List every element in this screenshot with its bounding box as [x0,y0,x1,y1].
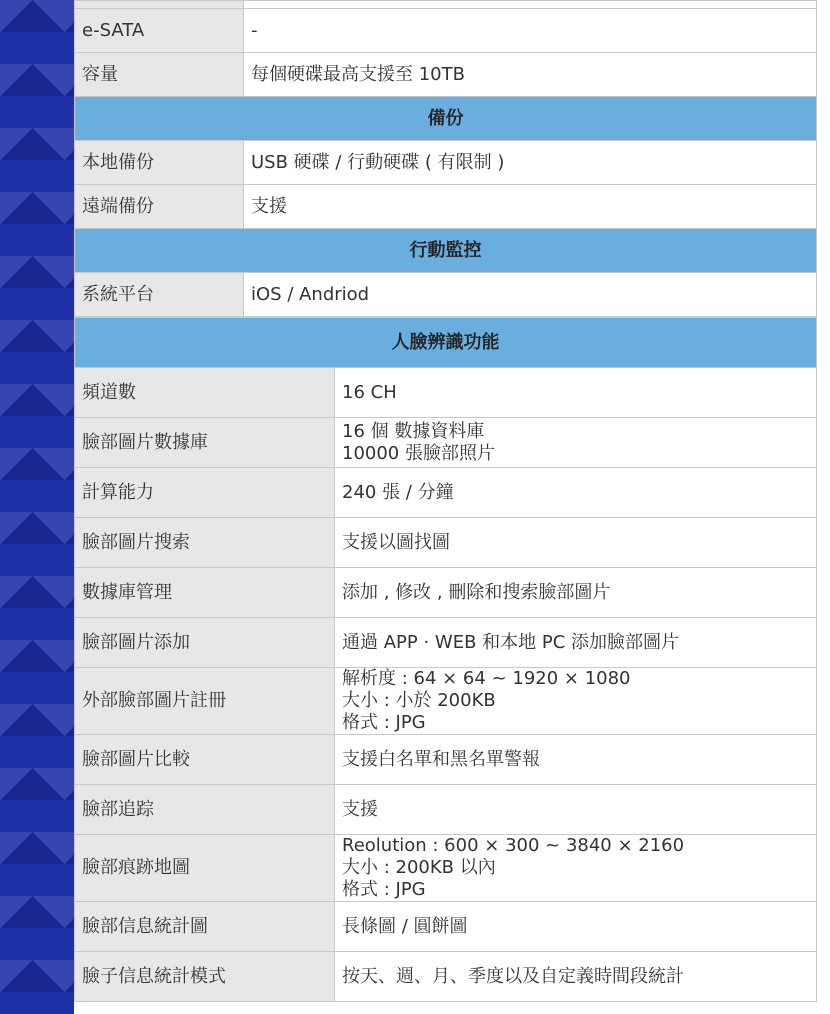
row-label: 臉部圖片數據庫 [75,418,335,468]
table-row [75,618,817,668]
row-label: 容量 [75,53,244,97]
row-value: 添加 , 修改 , 刪除和搜索臉部圖片 [335,568,817,618]
row-value: 長條圖 / 圓餅圖 [335,902,817,952]
spec-content [74,0,816,1002]
table-row [75,902,817,952]
table-row [75,53,817,97]
section-title: 備份 [75,97,817,141]
row-label: 臉部圖片搜索 [75,518,335,568]
row-label: 本地備份 [75,141,244,185]
face-recognition-table [74,317,817,1002]
row-label: 臉子信息統計模式 [75,952,335,1002]
row-label: e-SATA [75,9,244,53]
table-row [75,273,817,317]
row-label: 計算能力 [75,468,335,518]
row-value: 16 CH [335,368,817,418]
table-row [75,141,817,185]
row-label: 遠端備份 [75,185,244,229]
row-value: Reolution : 600 × 300 ~ 3840 × 2160 大小 : 200KB 以內 格式 : JPG [335,835,817,902]
row-value: USB 硬碟 / 行動硬碟 ( 有限制 ) [244,141,817,185]
table-row [75,952,817,1002]
section-header-row [75,97,817,141]
table-row [75,668,817,735]
row-value: 支援以圖找圖 [335,518,817,568]
row-label: 臉部追踪 [75,785,335,835]
spec-table [74,0,817,317]
row-value: 解析度 : 64 × 64 ~ 1920 × 1080 大小 : 小於 200KB 格式 : JPG [335,668,817,735]
row-value: 通過 APP · WEB 和本地 PC 添加臉部圖片 [335,618,817,668]
row-label: 頻道數 [75,368,335,418]
row-value: 支援白名單和黑名單警報 [335,735,817,785]
row-label: 臉部信息統計圖 [75,902,335,952]
row-label: 數據庫管理 [75,568,335,618]
table-row [75,735,817,785]
row-value: 每個硬碟最高支援至 10TB [244,53,817,97]
table-row [75,9,817,53]
row-label: 臉部圖片添加 [75,618,335,668]
row-value: 支援 [335,785,817,835]
row-value: 240 張 / 分鐘 [335,468,817,518]
table-row [75,835,817,902]
table-row [75,785,817,835]
row-value: 16 個 數據資料庫 10000 張臉部照片 [335,418,817,468]
table-row [75,368,817,418]
table-row [75,568,817,618]
table-row [75,418,817,468]
right-margin [816,0,830,1014]
table-row [75,468,817,518]
section-title: 行動監控 [75,229,817,273]
section-header-row [75,318,817,368]
row-value: - [244,9,817,53]
row-value: 支援 [244,185,817,229]
row-value: 按天、週、月、季度以及自定義時間段統計 [335,952,817,1002]
row-label: 臉部圖片比較 [75,735,335,785]
table-row [75,185,817,229]
section-title: 人臉辨識功能 [75,318,817,368]
row-label: 臉部痕跡地圖 [75,835,335,902]
table-row-partial [75,1,817,9]
section-header-row [75,229,817,273]
table-row [75,518,817,568]
row-value: iOS / Andriod [244,273,817,317]
row-label: 系統平台 [75,273,244,317]
row-label: 外部臉部圖片註冊 [75,668,335,735]
decorative-background [0,0,74,1014]
